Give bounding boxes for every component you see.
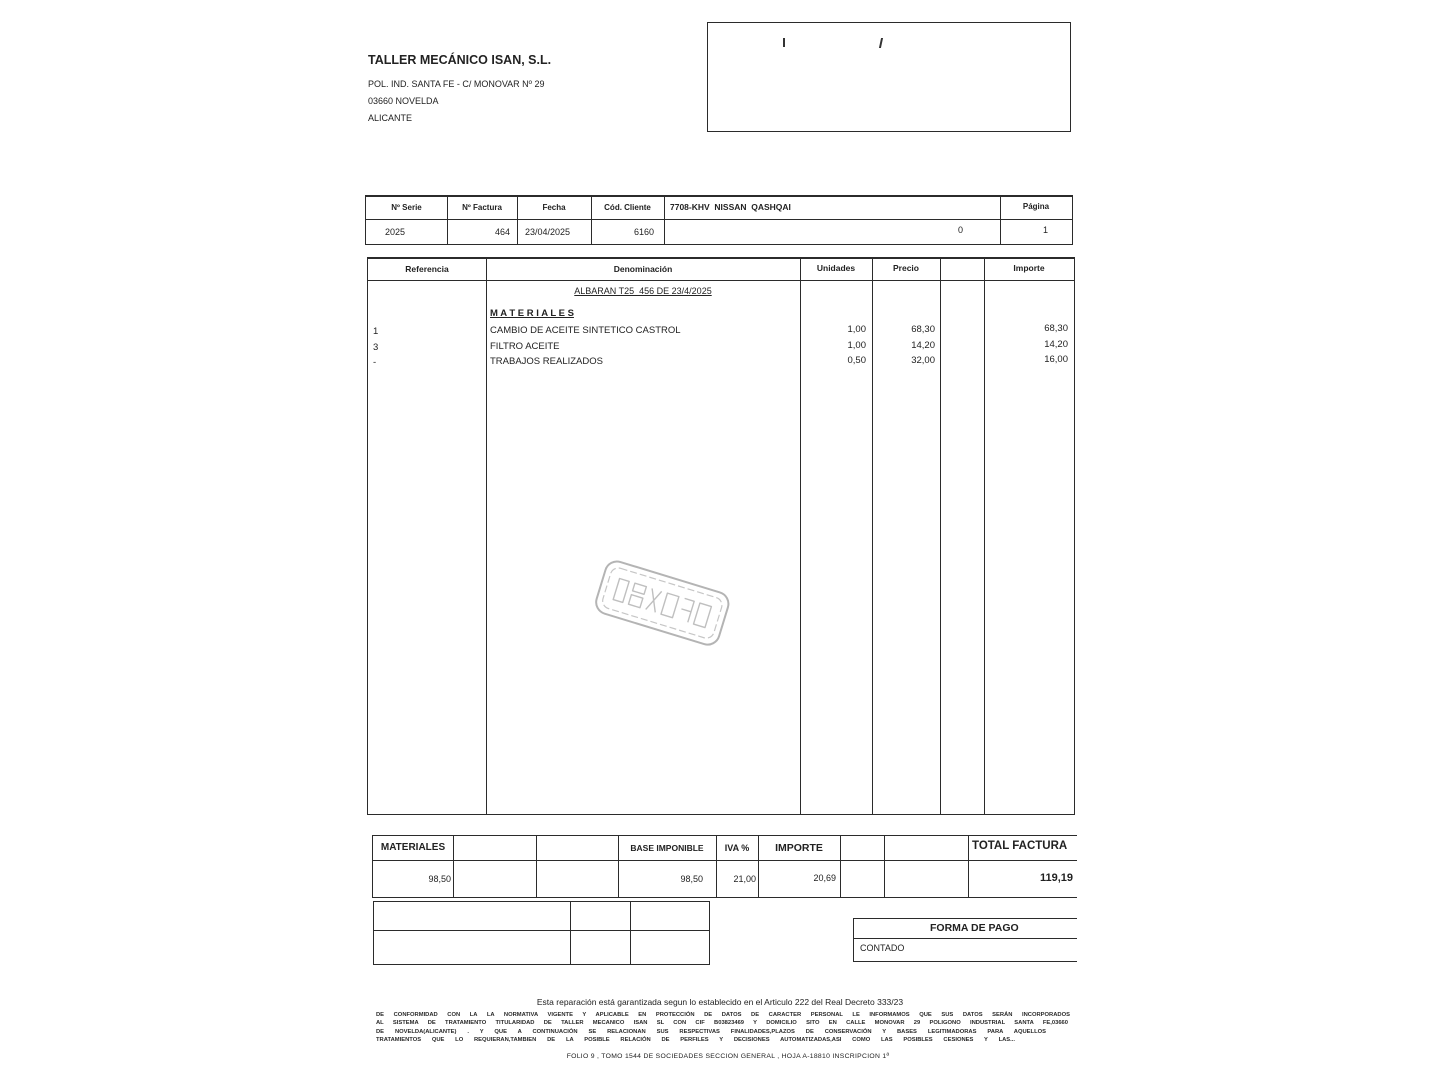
value-vat-amount: 20,69 (813, 872, 836, 883)
column-divider (570, 902, 571, 964)
redacted-mark (783, 38, 785, 47)
row-description: TRABAJOS REALIZADOS (490, 356, 603, 367)
notes-grid (373, 901, 710, 965)
column-divider (536, 836, 537, 897)
company-address-line-3: ALICANTE (368, 113, 413, 123)
value-invoice-number: 464 (494, 227, 510, 237)
column-divider (486, 259, 487, 814)
registry-info: FOLIO 9 , TOMO 1544 DE SOCIEDADES SECCION GENERAL , HOJA A-18810 INSCRIPCION 1ª (566, 1053, 890, 1060)
value-page: 1 (1042, 225, 1048, 235)
row-units: 1,00 (847, 324, 866, 335)
row-price: 14,20 (911, 340, 935, 351)
row-price: 32,00 (911, 355, 935, 366)
row-reference: 3 (373, 342, 379, 353)
payment-title: FORMA DE PAGO (930, 922, 1019, 934)
value-date: 23/04/2025 (525, 227, 571, 237)
label-vat-amount: IMPORTE (775, 841, 823, 854)
payment-method: CONTADO (860, 943, 905, 953)
row-reference: 1 (373, 326, 379, 337)
legal-line: AL SISTEMA DE TRATAMIENTO TITULARIDAD DE TALLER MECANICO ISAN SL CON CIF B03823469 Y DOMICILIO SITO EN CALLE MONOVAR 29 POLIGONO INDUSTRIAL SANTA FE,03660 (376, 1020, 1068, 1027)
row-amount: 68,30 (1044, 323, 1068, 334)
column-divider (884, 836, 885, 897)
row-price: 68,30 (911, 324, 935, 335)
label-page: Página (1022, 202, 1050, 211)
label-vat-percent: IVA % (724, 842, 750, 853)
label-invoice-total: TOTAL FACTURA (972, 840, 1068, 853)
label-client-code: Cód. Cliente (604, 203, 651, 212)
notes-row-divider (374, 930, 709, 931)
row-units: 1,00 (847, 340, 866, 351)
warranty-note: Esta reparación está garantizada segun lo establecido en el Articulo 222 del Real Decreto 333/23 (536, 997, 904, 1007)
company-address-line-2: 03660 NOVELDA (368, 96, 439, 106)
value-series: 2025 (385, 227, 406, 237)
value-client-code: 6160 (633, 227, 654, 237)
company-name: TALLER MECÁNICO ISAN, S.L. (368, 53, 552, 67)
row-reference: - (373, 357, 377, 368)
column-divider (630, 902, 631, 964)
value-vehicle: 0 (957, 225, 963, 235)
value-materials: 98,50 (428, 873, 451, 884)
header-price: Precio (893, 263, 919, 274)
header-amount: Importe (1013, 262, 1045, 273)
row-units: 0,50 (847, 355, 866, 366)
totals-table (372, 835, 1077, 898)
items-header-divider (368, 280, 1074, 281)
label-tax-base: BASE IMPONIBLE (630, 842, 704, 853)
legal-line: DE CONFORMIDAD CON LA LA NORMATIVA VIGENTE Y APLICABLE EN PROTECCIÓN DE DATOS DE CARACTER PERSONAL LE INFORMAMOS QUE SUS DATOS SERÁN INCORPORADOS (376, 1012, 1070, 1018)
company-address-line-1: POL. IND. SANTA FE - C/ MONOVAR Nº 29 (368, 79, 545, 89)
row-description: CAMBIO DE ACEITE SINTETICO CASTROL (490, 325, 681, 336)
row-amount: 14,20 (1044, 339, 1068, 350)
payment-method-box (853, 918, 1077, 962)
column-divider (940, 259, 941, 814)
section-title: M A T E R I A L E S (490, 308, 574, 319)
recipient-address-box (707, 22, 1071, 132)
column-divider (453, 836, 454, 897)
delivery-note: ALBARAN T25 456 DE 23/4/2025 (574, 286, 712, 296)
legal-line: DE NOVELDA(ALICANTE) . Y QUE A CONTINUACIÓN SE RELACIONAN SUS RESPECTIVAS FINALIDADES,PLAZOS DE CONSERVACIÓN Y BASES LEGITIMADORAS PARA AQUELLOS (376, 1028, 1046, 1035)
header-description: Denominación (613, 264, 673, 275)
legal-line: TRATAMIENTOS QUE LO REQUIERAN,TAMBIEN DE LA POSIBLE RELACIÓN DE PERFILES Y DECISIONES AUTOMATIZADAS,ASI COMO LAS POSIBLES CESIONES Y LAS... (376, 1036, 1015, 1043)
value-tax-base: 98,50 (680, 873, 703, 884)
totals-header-divider (373, 860, 1077, 861)
row-description: FILTRO ACEITE (490, 341, 560, 352)
redacted-mark (879, 38, 883, 48)
invoice-header-table (365, 195, 1073, 245)
value-invoice-total: 119,19 (1039, 871, 1073, 884)
label-materials: MATERIALES (380, 842, 446, 853)
label-invoice-number: Nº Factura (462, 203, 502, 212)
value-vat-percent: 21,00 (733, 873, 756, 884)
row-amount: 16,00 (1044, 354, 1068, 365)
column-divider (840, 836, 841, 897)
payment-divider (854, 938, 1077, 939)
header-reference: Referencia (405, 264, 449, 275)
label-date: Fecha (542, 203, 566, 212)
label-vehicle: 7708-KHV NISSAN QASHQAI (670, 201, 791, 212)
header-units: Unidades (816, 263, 856, 274)
items-table (367, 257, 1075, 815)
label-series: Nº Serie (391, 203, 422, 212)
